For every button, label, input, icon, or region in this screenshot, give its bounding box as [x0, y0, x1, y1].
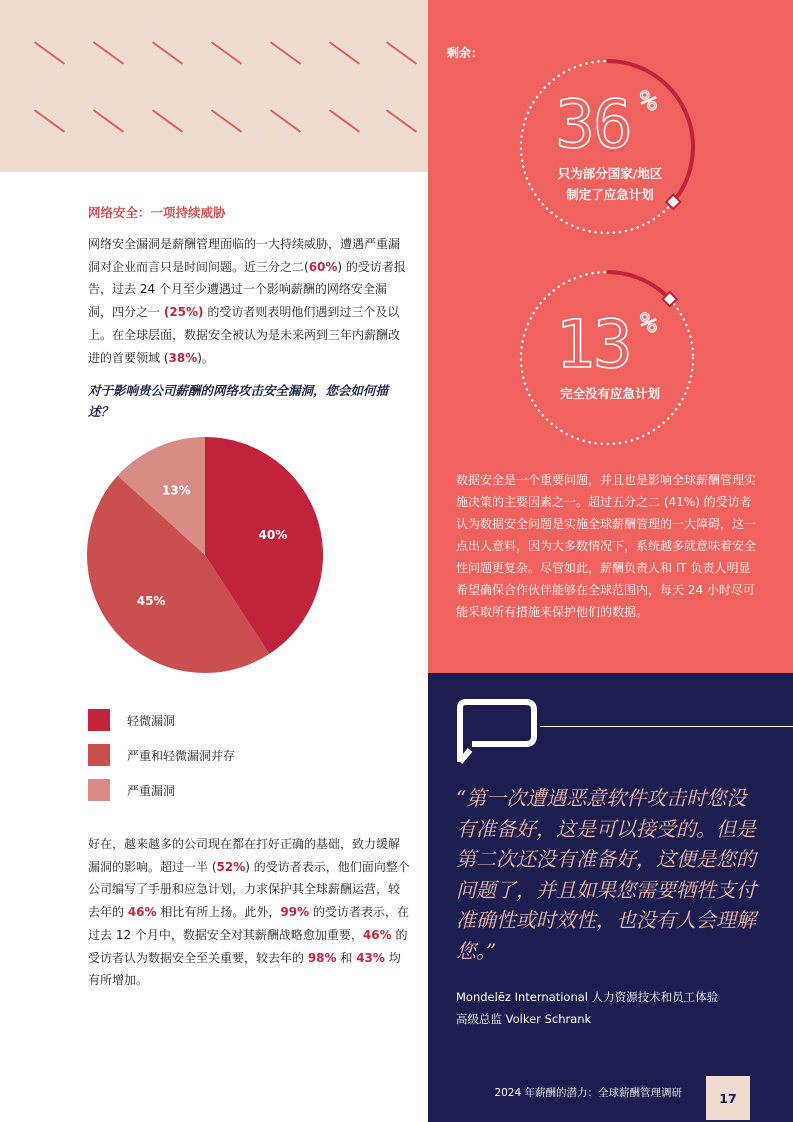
pie-slice-label-1: 40%: [258, 527, 288, 542]
ring-progress-2: [607, 272, 670, 299]
decorative-dash: [386, 109, 417, 132]
chart-question: 对于影响贵公司薪酬的网络攻击安全漏洞，您会如何描述？: [88, 383, 389, 419]
decorative-dash: [211, 109, 242, 132]
decorative-dash: [329, 41, 360, 64]
decorative-dash: [270, 109, 301, 132]
legend-label: 严重漏洞: [127, 783, 176, 798]
legend-label: 轻微漏洞: [127, 713, 176, 728]
decorative-dash: [152, 41, 183, 64]
stat-percent-sign-1: %: [640, 84, 657, 117]
pie-slice-label-3: 13%: [161, 483, 191, 498]
decorative-dash: [270, 41, 301, 64]
quote-logo-icon: [456, 698, 540, 764]
stat-number-2: 13: [555, 306, 631, 383]
footer-title: 2024 年薪酬的潜力：全球薪酬管理调研: [494, 1087, 682, 1099]
quote-divider-line: [540, 726, 793, 727]
decorative-dash: [93, 41, 124, 64]
stat-caption-2: 完全没有应急计划: [559, 386, 660, 401]
decorative-dash: [386, 41, 417, 64]
quote-attribution: Mondelēz International 人力资源技术和员工体验 高级总监 Volker Schrank: [456, 990, 719, 1026]
decorative-dash: [93, 109, 124, 132]
closing-paragraph: 好在，越来越多的公司现在都在打好正确的基础，致力缓解漏洞的影响。超过一半 (52%) 的受访者表示，他们面向整个公司编写了手册和应急计划，力求保护其全球薪酬运营，较去年的 46% 相比有所上扬。此外，99% 的受访者表示，在过去 12 个月中，数据安全对其薪酬战略愈加重要，46% 的受访者认为数据安全至关重要，较去年的 98% 和 43% 均有所增加。: [88, 837, 410, 988]
intro-paragraph: 网络安全漏洞是薪酬管理面临的一大持续威胁，遭遇严重漏洞对企业而言只是时间问题。近三分之二(60%) 的受访者报告，过去 24 个月至少遭遇过一个影响薪酬的网络安全漏洞，四分之一 (25%) 的受访者则表明他们遇到过三个及以上。在全球层面，数据安全被认为是未来两到三年内薪酬改进的首要领域 (38%)。: [88, 237, 406, 365]
decorative-header-band: [0, 0, 428, 172]
legend-label: 严重和轻微漏洞并存: [127, 748, 236, 763]
section-heading: 网络安全：一项持续威胁: [88, 205, 226, 220]
legend-swatch: [88, 709, 110, 731]
data-security-paragraph: 数据安全是一个重要问题，并且也是影响全球薪酬管理实施决策的主要因素之一。超过五分之二 (41%) 的受访者认为数据安全问题是实施全球薪酬管理的一大障碍，这一点出人意料，因为大多数情况下，系统越多就意味着安全性问题更复杂。尽管如此，薪酬负责人和 IT 负责人明显希望确保合作伙伴能够在全球范围内，每天 24 小时尽可能采取所有措施来保护他们的数据。: [456, 473, 757, 619]
decorative-dash: [329, 109, 360, 132]
page-number: 17: [706, 1076, 750, 1120]
stat-caption-1: 只为部分国家/地区 制定了应急计划: [557, 166, 663, 202]
stat-percent-sign-2: %: [640, 306, 657, 339]
decorative-dash: [34, 109, 65, 132]
decorative-dash: [211, 41, 242, 64]
stat-number-1: 36: [555, 86, 631, 163]
legend-item: [88, 744, 235, 766]
pie-chart: [80, 432, 330, 682]
remaining-label: 剩余：: [447, 46, 484, 60]
decorative-dash: [34, 41, 65, 64]
legend-swatch: [88, 779, 110, 801]
legend-item: [88, 779, 175, 801]
pie-slice-label-2: 45%: [136, 593, 166, 608]
legend-item: [88, 709, 175, 731]
quote-text: “第一次遭遇恶意软件攻击时您没有准备好，这是可以接受的。但是第二次还没有准备好，这便是您的问题了，并且如果您需要牺牲支付准确性或时效性，也没有人会理解您。”: [456, 786, 756, 963]
legend-swatch: [88, 744, 110, 766]
decorative-dash: [152, 109, 183, 132]
